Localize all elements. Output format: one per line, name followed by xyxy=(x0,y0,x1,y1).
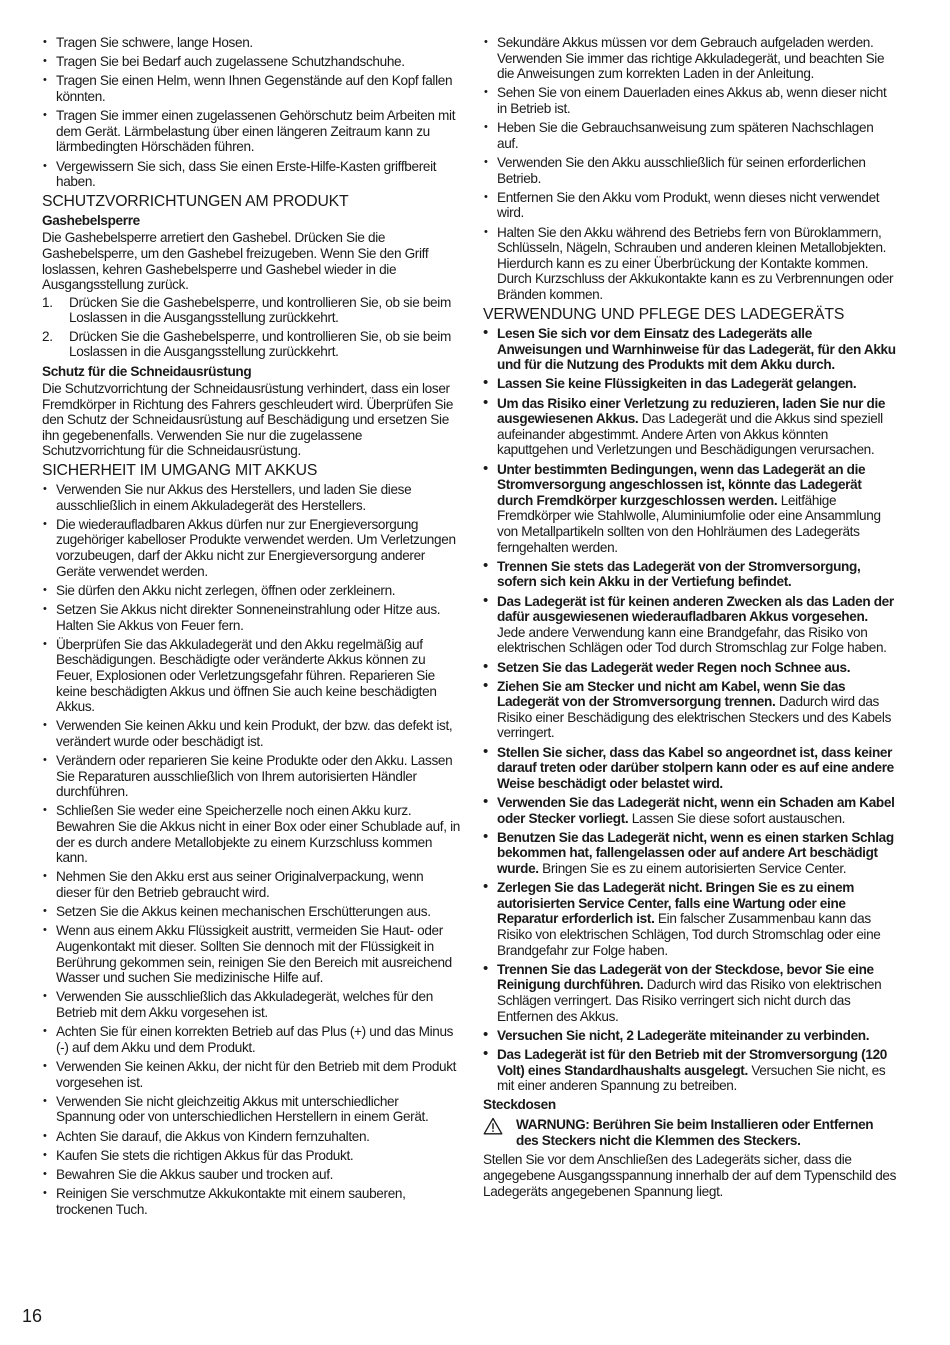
list-item xyxy=(483,326,898,373)
bold-instruction: Stellen Sie sicher, dass das Kabel so angeordnet ist, dass keiner darauf treten oder darüber stolpern kann oder es auf eine andere Weise beschädigt oder belastet wird. xyxy=(497,744,894,791)
list-item: • Wenn aus einem Akku Flüssigkeit austritt, vermeiden Sie Haut- oder Augenkontakt mit dieser. Sollten Sie dennoch mit der Flüssigkeit in Berührung gekommen sein, reinigen Sie den Bereich mit ausreichend Wasser und suchen Sie medizinische Hilfe auf. xyxy=(42,923,460,985)
list-item: • Kaufen Sie stets die richtigen Akkus für das Produkt. xyxy=(42,1148,460,1164)
list-item: • Halten Sie den Akku während des Betriebs fern von Büroklammern, Schlüsseln, Nägeln, Schrauben und anderen kleinen Metallobjekten. Hierdurch kann es zu einer Überbrückung der Kontakte kommen. Durch Kurzschluss der Akkukontakte kann es zu Verbrennungen oder Bränden kommen. xyxy=(483,225,898,303)
list-item: • Verwenden Sie nicht gleichzeitig Akkus mit unterschiedlicher Spannung oder von unterschiedlichen Herstellern in einem Gerät. xyxy=(42,1094,460,1125)
list-item: • Tragen Sie schwere, lange Hosen. xyxy=(42,35,460,51)
bold-instruction: Zerlegen Sie das Ladegerät nicht. Bringen Sie es zu einem autorisierten Service Center, falls eine Wartung oder eine Reparatur erforderlich ist. xyxy=(497,880,855,927)
list-item: • Die wiederaufladbaren Akkus dürfen nur zur Energieversorgung zugehöriger kabelloser Produkte verwendet werden. Um Verletzungen vorzubeugen, darf der Akku nicht zur Energieversorgung anderer Geräte verwendet werden. xyxy=(42,517,460,579)
instruction-detail: Dadurch wird das Risiko von elektrischen Schlägen verringert. Das Risiko verringert sich nicht durch das Entfernen des Akkus. xyxy=(497,977,882,1024)
list-item: • Verwenden Sie ausschließlich das Akkuladegerät, welches für den Betrieb mit dem Akku vorgesehen ist. xyxy=(42,989,460,1020)
list-item: • Überprüfen Sie das Akkuladegerät und den Akku regelmäßig auf Beschädigungen. Beschädigte oder veränderte Akkus können zu Feuer, Explosionen oder Verletzungsgefahr führen. Reparieren Sie keine beschädigten Akkus und öffnen Sie auch keine beschädigten Akkus. xyxy=(42,637,460,715)
gas-lock-steps xyxy=(42,295,460,360)
list-item: • Tragen Sie einen Helm, wenn Ihnen Gegenstände auf den Kopf fallen könnten. xyxy=(42,73,460,104)
list-item: • Sehen Sie von einem Dauerladen eines Akkus ab, wenn dieser nicht in Betrieb ist. xyxy=(483,85,898,116)
bold-instruction: Das Ladegerät ist für keinen anderen Zwecken als das Laden der dafür ausgewiesenen wiederaufladbaren Akkus vorgesehen. xyxy=(497,593,894,625)
right-column xyxy=(483,35,898,1201)
step-text: Drücken Sie die Gashebelsperre, und kontrollieren Sie, ob sie beim Loslassen in die Ausgangsstellung zurückkehrt. xyxy=(69,328,451,360)
list-item xyxy=(483,376,898,392)
list-item xyxy=(483,1047,898,1094)
instruction-detail: Das Ladegerät und die Akkus sind speziell aufeinander abgestimmt. Andere Arten von Akkus könnten kaputtgehen und Verletzungen und Beschädigungen verursachen. xyxy=(497,411,883,458)
warning-text: WARNUNG: Berühren Sie beim Installieren oder Entfernen des Steckers nicht die Klemmen des Steckers. xyxy=(516,1117,874,1148)
section-title-battery-safety: SICHERHEIT IM UMGANG MIT AKKUS xyxy=(42,462,318,480)
subheading-sockets: Steckdosen xyxy=(483,1097,556,1113)
list-item xyxy=(483,594,898,656)
warning-notice xyxy=(483,1117,898,1148)
list-item: • Setzen Sie die Akkus keinen mechanischen Erschütterungen aus. xyxy=(42,904,460,920)
warning-triangle-icon xyxy=(483,1117,503,1135)
left-column xyxy=(42,35,460,1221)
step-number: 2. xyxy=(42,328,53,344)
list-item: • Heben Sie die Gebrauchsanweisung zum späteren Nachschlagen auf. xyxy=(483,120,898,151)
list-item xyxy=(483,660,898,676)
list-item: • Verwenden Sie den Akku ausschließlich für seinen erforderlichen Betrieb. xyxy=(483,155,898,186)
bold-instruction: Lesen Sie sich vor dem Einsatz des Ladegeräts alle Anweisungen und Warnhinweise für das Ladegerät, für den Akku und für die Nutzung des Produkts mit dem Akku durch. xyxy=(497,326,896,373)
bold-instruction: Das Ladegerät ist für den Betrieb mit der Stromversorgung (120 Volt) eines Standardhaushalts ausgelegt. xyxy=(497,1046,887,1078)
bold-instruction: Ziehen Sie am Stecker und nicht am Kabel, wenn Sie das Ladegerät von der Stromversorgung trennen. xyxy=(497,678,846,710)
protective-gear-list xyxy=(42,35,460,190)
list-item: • Verwenden Sie keinen Akku und kein Produkt, der bzw. das defekt ist, verändert wurde oder beschädigt ist. xyxy=(42,718,460,749)
cutting-guard-paragraph: Die Schutzvorrichtung der Schneidausrüstung verhindert, dass ein loser Fremdkörper in Richtung des Fahrers geschleudert wird. Überprüfen Sie den Schutz der Schneidausrüstung auf Beschädigung und ersetzen Sie ihn gegebenenfalls. Verwenden Sie nur die zugelassene Schutzvorrichtung für die Schneidausrüstung. xyxy=(42,381,454,459)
list-item xyxy=(483,559,898,590)
page-number: 16 xyxy=(22,1306,43,1326)
list-item xyxy=(483,830,898,877)
battery-safety-list-continued xyxy=(483,35,898,302)
gas-lock-paragraph: Die Gashebelsperre arretiert den Gashebel. Drücken Sie die Gashebelsperre, um den Gashebel freizugeben. Wenn Sie den Griff loslassen, kehren Gashebelsperre und Gashebel wieder in die Ausgangsstellung zurück. xyxy=(42,230,429,293)
list-item: • Schließen Sie weder eine Speicherzelle noch einen Akku kurz. Bewahren Sie die Akkus nicht in einer Box oder einer Schublade auf, in der es durch andere Metallobjekte zu einem Kurzschluss kommen kann. xyxy=(42,803,460,865)
list-item: • Vergewissern Sie sich, dass Sie einen Erste-Hilfe-Kasten griffbereit haben. xyxy=(42,159,460,190)
list-item: • Entfernen Sie den Akku vom Produkt, wenn dieses nicht verwendet wird. xyxy=(483,190,898,221)
list-item: • Nehmen Sie den Akku erst aus seiner Originalverpackung, wenn dieser für den Betrieb gebraucht wird. xyxy=(42,869,460,900)
list-item xyxy=(483,880,898,958)
list-item xyxy=(483,745,898,792)
bold-instruction: Versuchen Sie nicht, 2 Ladegeräte miteinander zu verbinden. xyxy=(497,1027,870,1043)
bold-instruction: Verwenden Sie das Ladegerät nicht, wenn ein Schaden am Kabel oder Stecker vorliegt. xyxy=(497,795,895,826)
instruction-detail: Ein falscher Zusammenbau kann das Risiko von elektrischen Schlägen, Tod durch Stromschlag oder eine Brandgefahr zur Folge haben. xyxy=(497,911,881,958)
list-item: • Sie dürfen den Akku nicht zerlegen, öffnen oder zerkleinern. xyxy=(42,583,460,599)
list-item: • Tragen Sie immer einen zugelassenen Gehörschutz beim Arbeiten mit dem Gerät. Lärmbelastung über einen längeren Zeitraum kann zu lärmbedingten Hörschäden führen. xyxy=(42,108,460,155)
list-item xyxy=(483,962,898,1024)
instruction-detail: Leitfähige Fremdkörper wie Stahlwolle, Aluminiumfolie oder eine Ansammlung von Metallpartikeln sollten von den Hohlräumen des Ladegeräts ferngehalten werden. xyxy=(497,492,881,555)
bold-instruction: Trennen Sie stets das Ladegerät von der Stromversorgung, sofern sich kein Akku in der Vertiefung befindet. xyxy=(497,558,861,590)
bold-instruction: Um das Risiko einer Verletzung zu reduzieren, laden Sie nur die ausgewiesenen Akkus. xyxy=(497,395,886,427)
instruction-detail: Bringen Sie es zu einem autorisierten Service Center. xyxy=(538,861,847,876)
list-item: • Setzen Sie Akkus nicht direkter Sonneneinstrahlung oder Hitze aus. Halten Sie Akkus von Feuer fern. xyxy=(42,602,460,633)
list-item: • Verändern oder reparieren Sie keine Produkte oder den Akku. Lassen Sie Reparaturen ausschließlich von Ihrem autorisierten Händler durchführen. xyxy=(42,753,460,800)
section-title-charger-care: VERWENDUNG UND PFLEGE DES LADEGERÄTS xyxy=(483,306,845,324)
numbered-step xyxy=(42,295,460,326)
list-item: • Sekundäre Akkus müssen vor dem Gebrauch aufgeladen werden. Verwenden Sie immer das richtige Akkuladegerät, und beachten Sie die Anweisungen zum korrekten Laden in der Anleitung. xyxy=(483,35,898,82)
bold-instruction: Unter bestimmten Bedingungen, wenn das Ladegerät an die Stromversorgung angeschlossen ist, könnte das Ladegerät durch Fremdkörper kurzgeschlossen werden. xyxy=(497,461,866,508)
step-text: Drücken Sie die Gashebelsperre, und kontrollieren Sie, ob sie beim Loslassen in die Ausgangsstellung zurückkehrt. xyxy=(69,294,451,326)
step-number: 1. xyxy=(42,294,53,310)
list-item: • Tragen Sie bei Bedarf auch zugelassene Schutzhandschuhe. xyxy=(42,54,460,70)
list-item xyxy=(483,679,898,741)
section-title-product-safety: SCHUTZVORRICHTUNGEN AM PRODUKT xyxy=(42,193,349,211)
bold-instruction: Benutzen Sie das Ladegerät nicht, wenn es einen starken Schlag bekommen hat, fallengelassen oder auf andere Art beschädigt wurde. xyxy=(497,829,894,876)
subheading-gas-lock: Gashebelsperre xyxy=(42,213,140,229)
instruction-detail: Jede andere Verwendung kann eine Brandgefahr, das Risiko von elektrischen Schlägen oder Tod durch Stromschlag zur Folge haben. xyxy=(497,624,887,656)
voltage-check-paragraph: Stellen Sie vor dem Anschließen des Ladegeräts sicher, dass die angegebene Ausgangsspannung innerhalb der auf dem Typenschild des Ladegeräts angegebenen Spannung liegt. xyxy=(483,1152,897,1199)
battery-safety-list xyxy=(42,482,460,1217)
subheading-cutting-guard: Schutz für die Schneidausrüstung xyxy=(42,364,252,380)
list-item xyxy=(483,396,898,458)
list-item: • Verwenden Sie keinen Akku, der nicht für den Betrieb mit dem Produkt vorgesehen ist. xyxy=(42,1059,460,1090)
charger-care-list xyxy=(483,326,898,1094)
list-item xyxy=(483,462,898,556)
bold-instruction: Setzen Sie das Ladegerät weder Regen noch Schnee aus. xyxy=(497,659,851,675)
list-item: • Reinigen Sie verschmutze Akkukontakte mit einem sauberen, trockenen Tuch. xyxy=(42,1186,460,1217)
list-item: • Bewahren Sie die Akkus sauber und trocken auf. xyxy=(42,1167,460,1183)
instruction-detail: Dadurch wird das Risiko einer Beschädigung des elektrischen Steckers und des Kabels verringert. xyxy=(497,694,892,741)
instruction-detail: Lassen Sie diese sofort austauschen. xyxy=(628,810,846,826)
bold-instruction: Trennen Sie das Ladegerät von der Steckdose, bevor Sie eine Reinigung durchführen. xyxy=(497,961,874,993)
list-item: • Verwenden Sie nur Akkus des Herstellers, und laden Sie diese ausschließlich in einem Akkuladegerät des Herstellers. xyxy=(42,482,460,513)
list-item: • Achten Sie darauf, die Akkus von Kindern fernzuhalten. xyxy=(42,1129,460,1145)
bold-instruction: Lassen Sie keine Flüssigkeiten in das Ladegerät gelangen. xyxy=(497,376,857,392)
instruction-detail: Versuchen Sie nicht, es mit einer anderen Spannung zu betreiben. xyxy=(497,1062,886,1094)
list-item xyxy=(483,795,898,826)
list-item: • Achten Sie für einen korrekten Betrieb auf das Plus (+) und das Minus (-) auf dem Akku und dem Produkt. xyxy=(42,1024,460,1055)
list-item xyxy=(483,1028,898,1044)
numbered-step xyxy=(42,329,460,360)
